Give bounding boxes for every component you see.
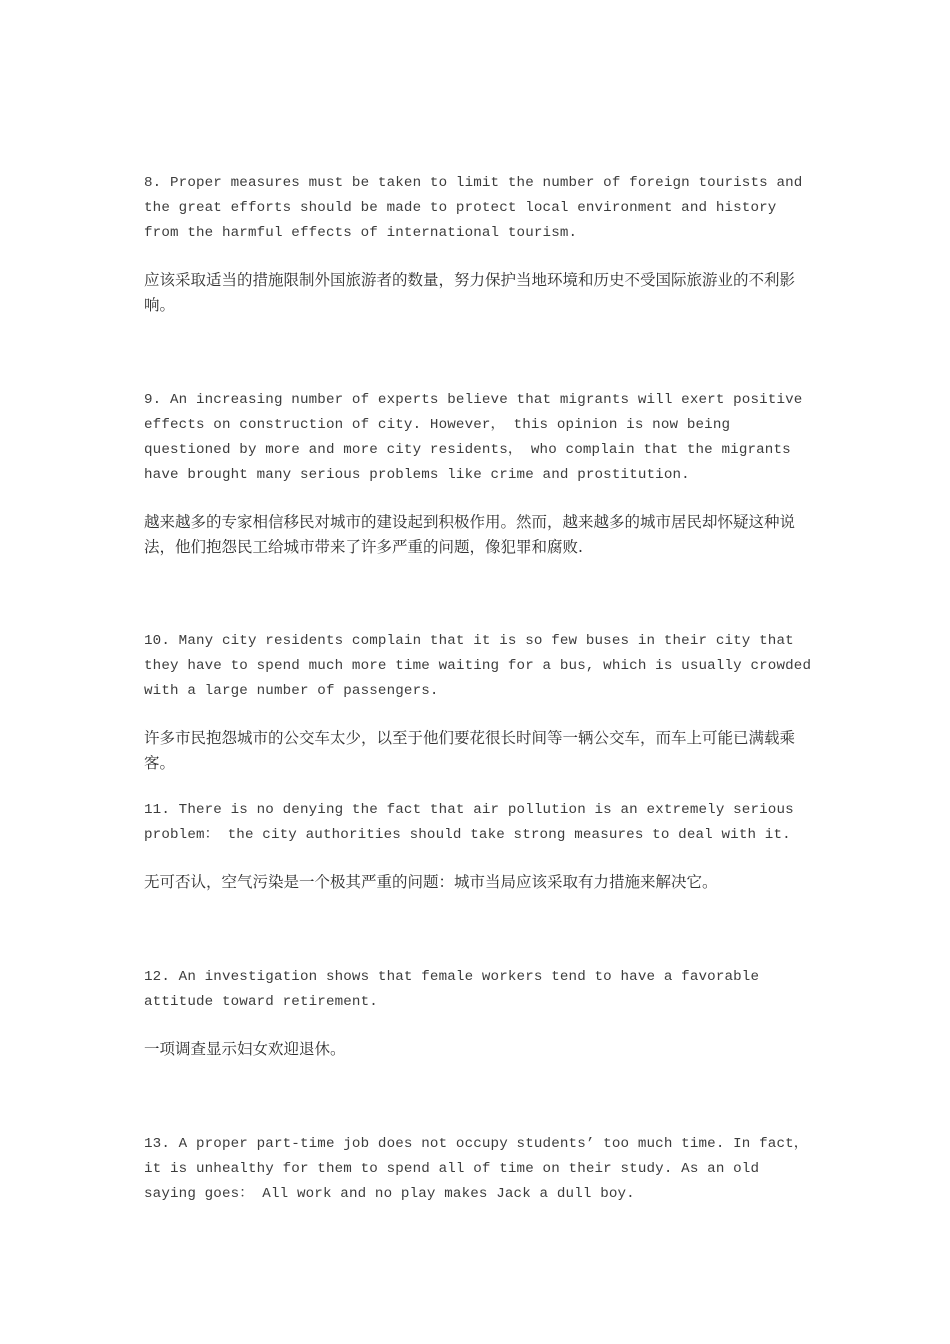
paragraph-13-english: 13. A proper part-time job does not occupy students’ too much time. In fact， it is unhealthy for them to spend all of time on their study. As an old saying goes： All work and no play makes Jack a dull boy. [144,1136,809,1202]
paragraph-11-english: 11. There is no denying the fact that air pollution is an extremely serious problem： the city authorities should take strong measures to deal with it. [144,802,794,843]
paragraph-11-chinese: 无可否认，空气污染是一个极其严重的问题：城市当局应该采取有力措施来解决它。 [144,873,718,891]
paragraph-10-english: 10. Many city residents complain that it is so few buses in their city that they have to spend much more time waiting for a bus, which is usually crowded with a large number of passengers. [144,633,812,699]
paragraph-9-english: 9. An increasing number of experts believe that migrants will exert positive effects on construction of city. However， this opinion is now being questioned by more and more city residents， who complain that the migrants have brought many serious problems like crime and prostitution. [144,392,803,483]
paragraph-12-english: 12. An investigation shows that female workers tend to have a favorable attitude toward retirement. [144,969,760,1010]
paragraph-8-english: 8. Proper measures must be taken to limit the number of foreign tourists and the great efforts should be made to protect local environment and history from the harmful effects of international tourism. [144,175,803,241]
paragraph-12-chinese: 一项调查显示妇女欢迎退休。 [144,1040,346,1058]
paragraph-8-chinese: 应该采取适当的措施限制外国旅游者的数量，努力保护当地环境和历史不受国际旅游业的不利影响。 [144,271,796,314]
paragraph-10-chinese: 许多市民抱怨城市的公交车太少，以至于他们要花很长时间等一辆公交车，而车上可能已满载乘客。 [144,729,796,772]
paragraph-9-chinese: 越来越多的专家相信移民对城市的建设起到积极作用。然而，越来越多的城市居民却怀疑这种说法，他们抱怨民工给城市带来了许多严重的问题，像犯罪和腐败. [144,513,796,556]
